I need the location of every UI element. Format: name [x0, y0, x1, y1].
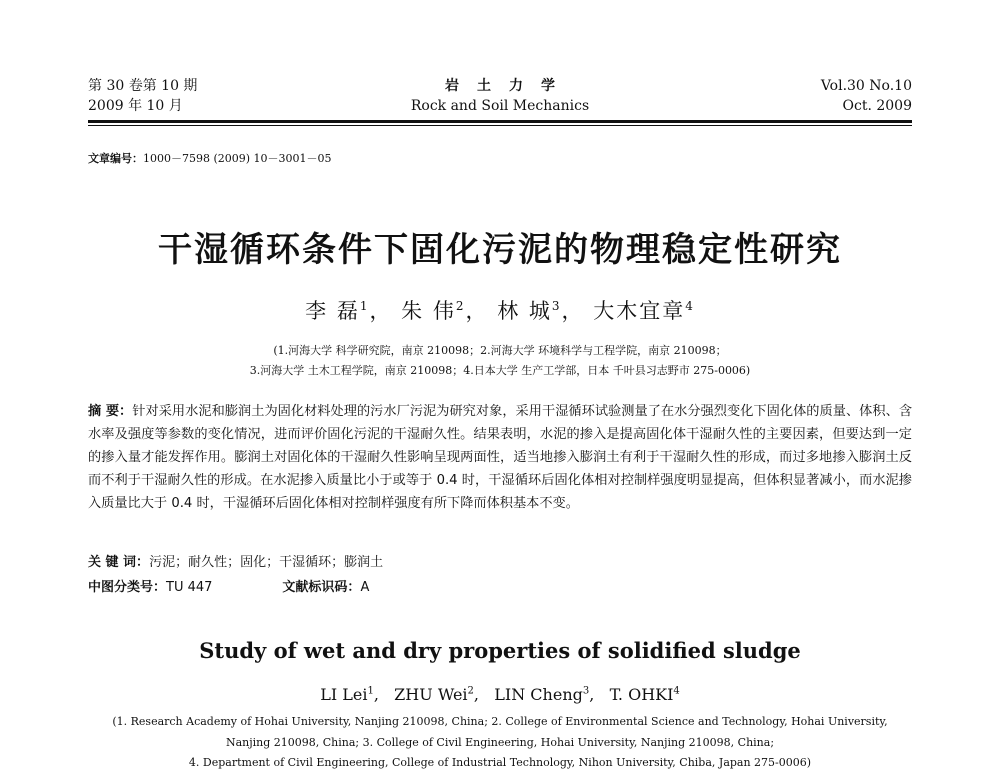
header-journal-name [380, 76, 620, 116]
header-rule-thin [88, 125, 912, 126]
abstract-label: 摘 要： [88, 404, 133, 419]
author-en: T. OHKI [609, 685, 674, 704]
author-en: LIN Cheng [494, 685, 583, 704]
header-volume-issue: 第 30 卷第 10 期 [88, 78, 198, 94]
journal-name-en: Rock and Soil Mechanics [410, 98, 590, 114]
affiliation-cn-line2: 3.河海大学 土木工程学院，南京 210098；4.日本大学 生产工学部，日本 千叶县习志野市 275-0006) [249, 364, 751, 377]
document-code-value: A [360, 580, 370, 595]
header-date-en: Oct. 2009 [842, 98, 912, 114]
author-sup: 3 [582, 685, 590, 697]
header-volume-en [821, 76, 912, 116]
journal-name-cn: 岩土力学 [445, 78, 573, 94]
document-code-label: 文献标识码： [282, 580, 361, 595]
author-en: LI Lei [320, 685, 368, 704]
author-sup: 2 [455, 299, 466, 313]
authors-en: LI Lei$^1$, ZHU Wei$^2$, LIN Cheng$^3$, T. OHKI$^4$ [320, 685, 680, 704]
affiliation-en-line2: Nanjing 210098, China; 3. College of Civil Engineering, Hohai University, Nanjing 210098, China; [225, 736, 775, 749]
paper-title-en: Study of wet and dry properties of solidified sludge [199, 638, 801, 663]
header-date-cn: 2009 年 10 月 [88, 98, 183, 114]
affiliation-cn-line1: (1.河海大学 科学研究院，南京 210098；2.河海大学 环境科学与工程学院，南京 210098； [273, 344, 727, 357]
author-sup: 4 [673, 685, 680, 697]
author-cn: 林 城 [497, 299, 552, 323]
authors-cn: 李 磊$^1$， 朱 伟$^2$， 林 城$^3$， 大木宜章$^4$ [305, 299, 695, 323]
author-cn: 朱 伟 [401, 299, 456, 323]
article-number [88, 150, 332, 166]
article-number-label: 文章编号： [88, 152, 143, 165]
author-sup: 3 [551, 299, 562, 313]
author-sup: 4 [685, 299, 695, 313]
header-vol-no: Vol.30 No.10 [820, 78, 912, 94]
author-sup: 2 [467, 685, 474, 697]
header-rule-thick [88, 120, 912, 123]
keywords-label: 关 键 词： [88, 555, 150, 570]
paper-title-cn: 干湿循环条件下固化污泥的物理稳定性研究 [158, 230, 842, 270]
author-sup: 1 [367, 685, 374, 697]
abstract-text: 针对采用水泥和膨润土为固化材料处理的污水厂污泥为研究对象，采用干湿循环试验测量了在水分强烈变化下固化体的质量、体积、含水率及强度等参数的变化情况，进而评价固化污泥的干湿耐久性。结果表明，水泥的掺入是提高固化体干湿耐久性的主要因素，但要达到一定的掺入量才能发挥作用。膨润土对固化体的干湿耐久性影响呈现两面性，适当地掺入膨润土有利于干湿耐久性的形成，而过多地掺入膨润土反而不利于干湿耐久性的形成。在水泥掺入质量比小于或等于 0.4 时，干湿循环后固化体相对控制样强度明显提高，但体积显著减小，而水泥掺入质量比大于 0.4 时，干湿循环后固化体相对控制样强度有所下降而体积基本不变。 [88, 404, 913, 511]
article-number-value: 1000－7598 (2009) 10－3001－05 [143, 152, 332, 165]
abstract-cn [88, 400, 912, 515]
affiliation-en-line3: 4. Department of Civil Engineering, College of Industrial Technology, Nihon University, Chiba, Japan 275-0006) [188, 756, 812, 769]
affiliation-en-line1: (1. Research Academy of Hohai University, Nanjing 210098, China; 2. College of Environmental Science and Technology, Hohai University, [112, 715, 888, 728]
classification-label: 中图分类号： [88, 580, 167, 595]
keywords-text: 污泥；耐久性；固化；干湿循环；膨润土 [149, 555, 384, 570]
classification-info [88, 576, 369, 595]
author-sup: 1 [359, 299, 370, 313]
author-cn: 大木宜章 [593, 299, 686, 323]
header-issue-info [88, 76, 197, 116]
classification-value: TU 447 [166, 580, 213, 595]
author-en: ZHU Wei [394, 685, 468, 704]
keywords-cn [88, 551, 383, 570]
author-cn: 李 磊 [305, 299, 360, 323]
